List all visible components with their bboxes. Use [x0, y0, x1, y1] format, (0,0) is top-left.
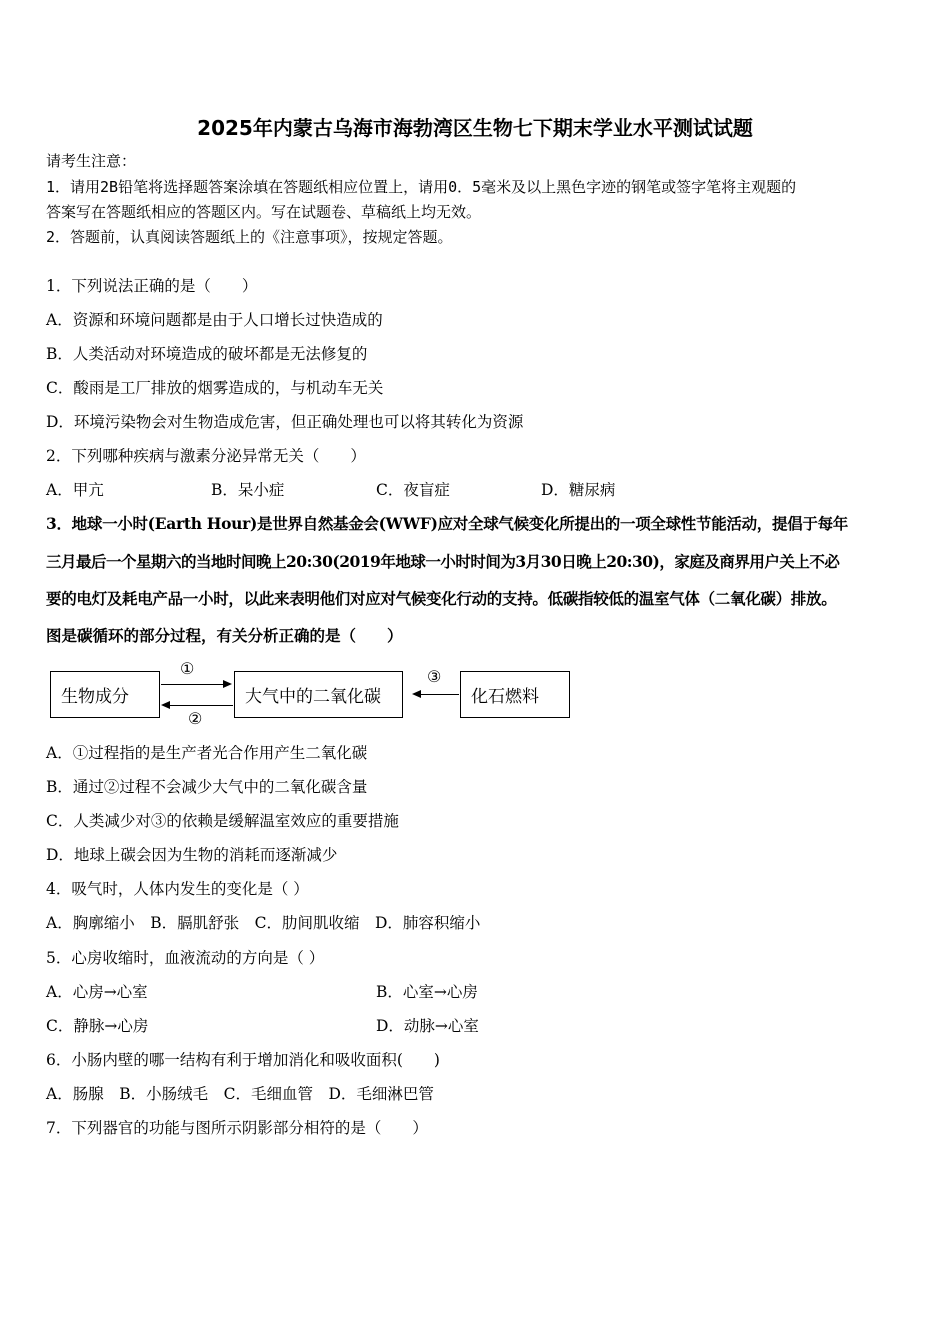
question-3-stem: 3．地球一小时(Earth Hour)是世界自然基金会(WWF)应对全球气候变化所提出的一项全球性节能活动，提倡于每年 [46, 514, 849, 533]
notice-line: 2．答题前，认真阅读答题纸上的《注意事项》，按规定答题。 [46, 228, 453, 246]
notice-heading: 请考生注意： [46, 152, 137, 170]
arrow-right-icon [223, 680, 232, 688]
question-3-stem: 图是碳循环的部分过程，有关分析正确的是（ ） [46, 626, 403, 645]
options: A．胸廓缩小 B．膈肌舒张 C．肋间肌收缩 D．肺容积缩小 [46, 914, 481, 932]
page-title: 2025年内蒙古乌海市海勃湾区生物七下期末学业水平测试试题 [197, 116, 753, 140]
option: B．心室→心房 [376, 983, 478, 1001]
question-1-stem: 1．下列说法正确的是（ ） [46, 277, 258, 295]
box-fossil-fuel: 化石燃料 [460, 671, 570, 718]
box-biological-component: 生物成分 [50, 671, 160, 718]
option: C．人类减少对③的依赖是缓解温室效应的重要措施 [46, 812, 399, 830]
label-3: ③ [427, 667, 442, 686]
option: A．甲亢 [46, 481, 104, 499]
question-3-stem: 要的电灯及耗电产品一小时，以此来表明他们对应对气候变化行动的支持。低碳指较低的温室气体（二氧化碳）排放。 [46, 589, 837, 608]
question-2-stem: 2．下列哪种疾病与激素分泌异常无关（ ） [46, 447, 366, 465]
options: A．肠腺 B．小肠绒毛 C．毛细血管 D．毛细淋巴管 [46, 1085, 434, 1103]
arrow-2 [170, 705, 233, 706]
arrow-3 [421, 694, 459, 695]
arrow-left-icon [412, 690, 421, 698]
question-4-stem: 4．吸气时，人体内发生的变化是（ ） [46, 880, 309, 898]
option: B．通过②过程不会减少大气中的二氧化碳含量 [46, 778, 368, 796]
notice-line: 1．请用2B铅笔将选择题答案涂填在答题纸相应位置上，请用0．5毫米及以上黑色字迹的钢笔或签字笔将主观题的 [46, 178, 797, 196]
option: A．资源和环境问题都是由于人口增长过快造成的 [46, 311, 383, 329]
label-1: ① [180, 659, 195, 678]
option: D．环境污染物会对生物造成危害，但正确处理也可以将其转化为资源 [46, 413, 524, 431]
label-2: ② [188, 709, 203, 728]
option: D．动脉→心室 [376, 1017, 479, 1035]
option: A．①过程指的是生产者光合作用产生二氧化碳 [46, 744, 368, 762]
option: D．地球上碳会因为生物的消耗而逐渐减少 [46, 846, 338, 864]
box-atmospheric-co2: 大气中的二氧化碳 [234, 671, 403, 718]
option: C．静脉→心房 [46, 1017, 149, 1035]
option: B．呆小症 [211, 481, 285, 499]
option: C．酸雨是工厂排放的烟雾造成的，与机动车无关 [46, 379, 384, 397]
question-3-stem: 三月最后一个星期六的当地时间晚上20:30(2019年地球一小时时间为3月30日晚上20:30)，家庭及商界用户关上不必 [46, 552, 840, 571]
arrow-1 [161, 684, 225, 685]
option: B．人类活动对环境造成的破坏都是无法修复的 [46, 345, 368, 363]
arrow-left-icon [161, 701, 170, 709]
question-7-stem: 7．下列器官的功能与图所示阴影部分相符的是（ ） [46, 1119, 428, 1137]
option: C．夜盲症 [376, 481, 450, 499]
option: A．心房→心室 [46, 983, 148, 1001]
notice-line: 答案写在答题纸相应的答题区内。写在试题卷、草稿纸上均无效。 [46, 203, 482, 221]
option: D．糖尿病 [541, 481, 616, 499]
question-5-stem: 5．心房收缩时，血液流动的方向是（ ） [46, 949, 325, 967]
question-6-stem: 6．小肠内壁的哪一结构有利于增加消化和吸收面积( ) [46, 1051, 440, 1069]
